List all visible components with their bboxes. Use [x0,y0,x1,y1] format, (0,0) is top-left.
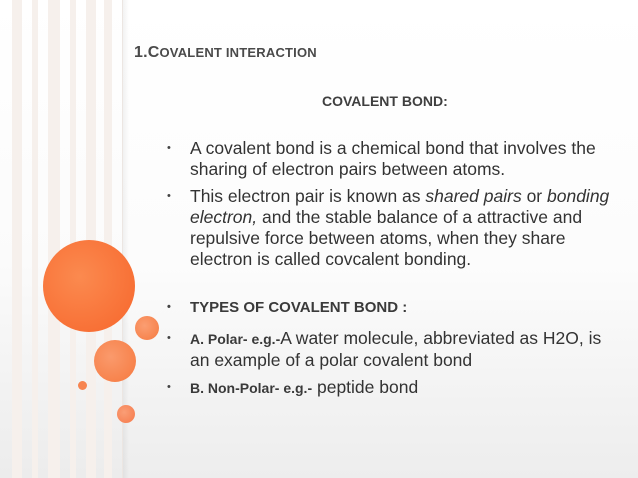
item-text: peptide bond [312,377,419,397]
list-item [164,297,624,318]
stripe [48,0,60,478]
list-item [164,186,624,270]
bullet-icon: • [167,190,171,202]
list-item [164,328,624,371]
item-emphasis: shared pairs [425,186,522,206]
decorative-circle-large [43,240,135,332]
stripe [12,0,22,478]
decorative-circle-small [135,316,159,340]
bullet-icon: • [167,332,171,344]
item-text: A water molecule, abbreviated as H2O, is an example of a polar covalent bond [190,328,602,370]
item-text: A covalent bond is a chemical bond that involves the sharing of electron pairs between atoms. [190,138,596,179]
stripe [32,0,38,478]
item-label: A. Polar- e.g.- [190,331,281,347]
stripe [104,0,112,478]
item-text: and the stable balance of a attractive and repulsive force between atoms, when they share electron is called covcalent bonding. [190,207,583,269]
title-initial: 1.C [134,44,160,61]
list-item [164,138,624,180]
decorative-circle-tiny [78,381,87,390]
decorative-circle-medium [94,340,136,382]
bullet-list [164,138,624,399]
item-text: This electron pair is known as [190,186,426,206]
slide-subtitle: COVALENT BOND: [322,93,448,109]
item-heading: TYPES OF COVALENT BOND : [190,299,408,316]
decorative-circle-small [117,405,135,423]
stripe [70,0,76,478]
item-label: B. Non-Polar- e.g.- [190,380,313,396]
item-emphasis: bonding electron, [190,186,610,227]
bullet-icon: • [167,381,171,393]
list-item [164,377,624,399]
item-text: or [521,186,547,206]
stripe [86,0,96,478]
slide-title [134,44,317,62]
bullet-icon: • [167,301,171,313]
bullet-icon: • [167,142,171,154]
title-rest: OVALENT INTERACTION [159,45,317,60]
